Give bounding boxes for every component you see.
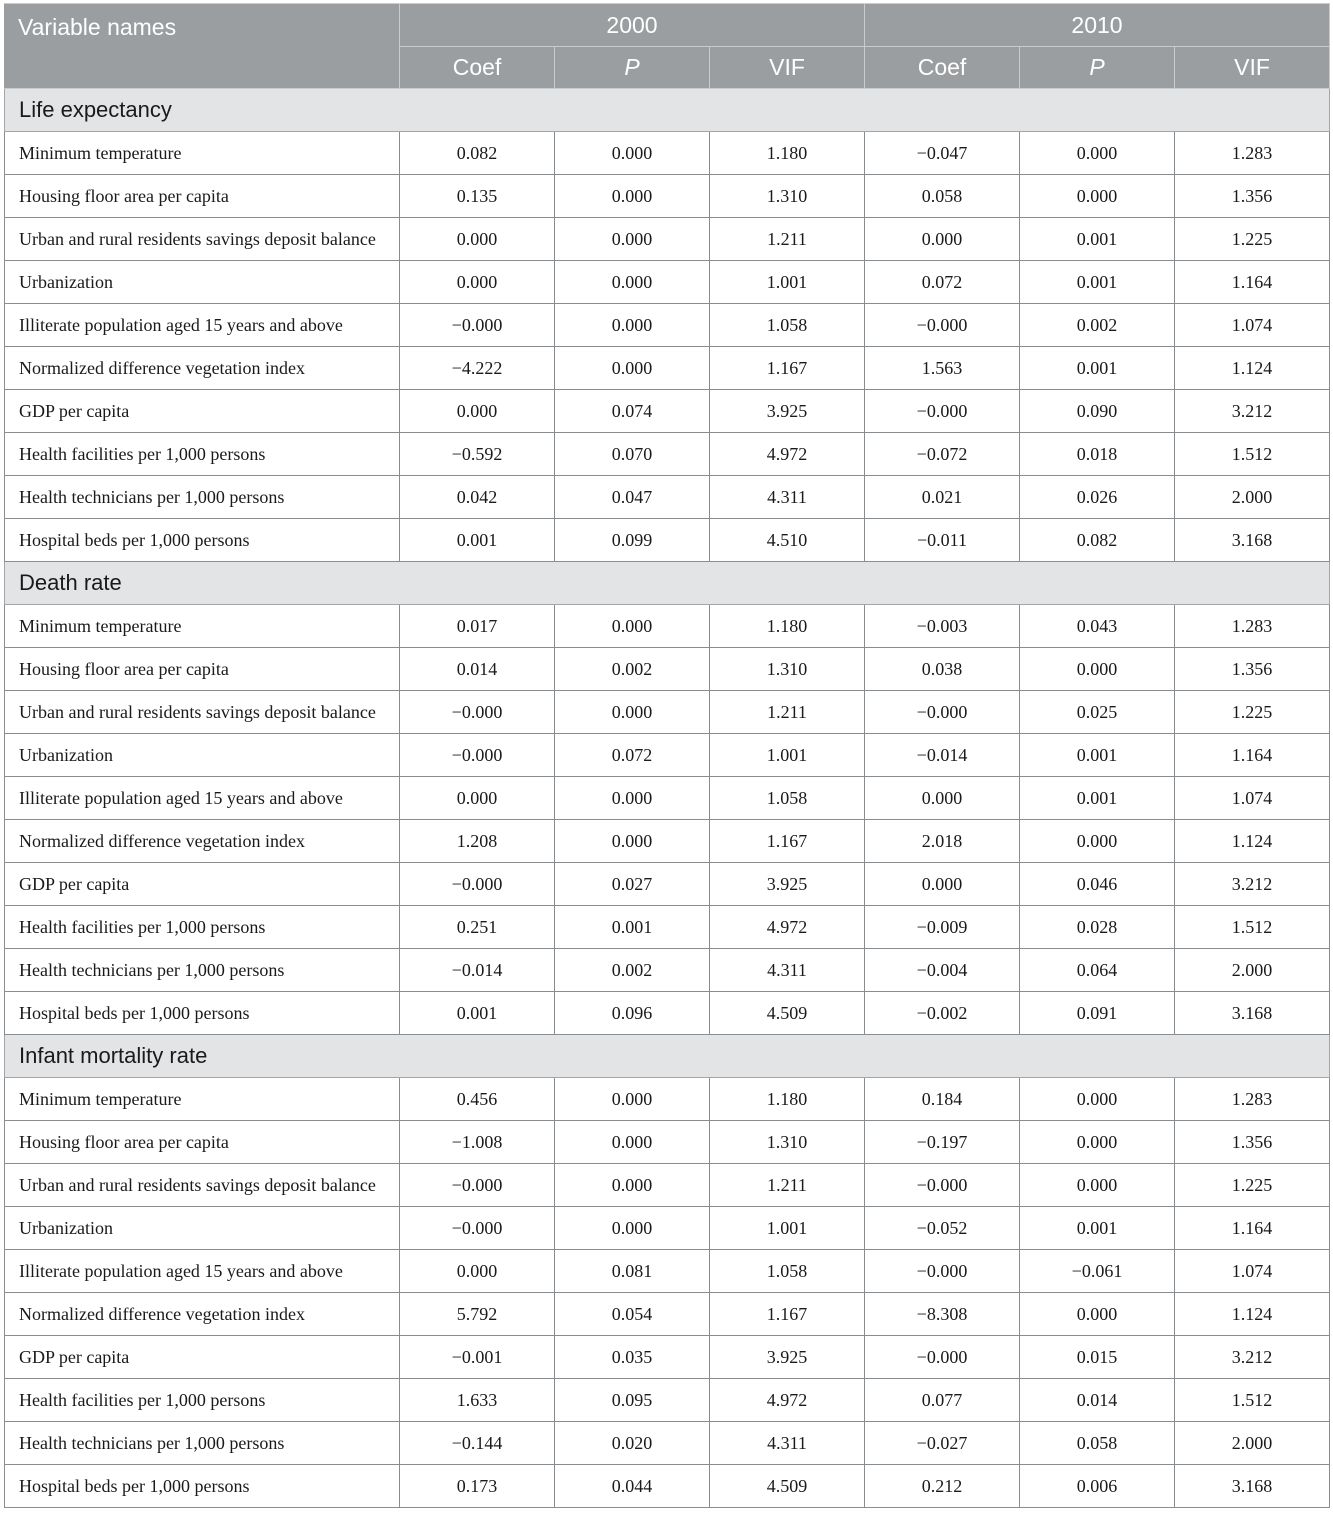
vif-2010-cell: 1.225: [1175, 691, 1330, 734]
p-2010-cell: 0.028: [1020, 906, 1175, 949]
p-2000-cell: 0.000: [555, 1078, 710, 1121]
p-2000-cell: 0.044: [555, 1465, 710, 1508]
variable-name-cell: Urban and rural residents savings deposit balance: [5, 1164, 400, 1207]
variable-name-cell: Housing floor area per capita: [5, 1121, 400, 1164]
table-row: [5, 734, 1330, 777]
coef-2010-cell: 2.018: [865, 820, 1020, 863]
coef-2000-cell: 0.000: [400, 1250, 555, 1293]
vif-2000-cell: 4.510: [710, 519, 865, 562]
p-2000-cell: 0.074: [555, 390, 710, 433]
coef-2000-cell: −0.001: [400, 1336, 555, 1379]
variable-name-cell: Normalized difference vegetation index: [5, 1293, 400, 1336]
vif-2000-cell: 1.211: [710, 218, 865, 261]
p-2000-cell: 0.000: [555, 304, 710, 347]
vif-2010-cell: 1.124: [1175, 1293, 1330, 1336]
coef-2010-cell: −0.000: [865, 304, 1020, 347]
p-2010-cell: 0.001: [1020, 347, 1175, 390]
variable-name-cell: Urban and rural residents savings deposit balance: [5, 218, 400, 261]
table-row: [5, 476, 1330, 519]
table-row: [5, 992, 1330, 1035]
vif-2010-cell: 1.225: [1175, 218, 1330, 261]
p-2000-cell: 0.096: [555, 992, 710, 1035]
table-row: [5, 777, 1330, 820]
coef-2010-cell: −0.000: [865, 691, 1020, 734]
p-2010-cell: 0.015: [1020, 1336, 1175, 1379]
coef-2010-cell: −0.011: [865, 519, 1020, 562]
coef-2000-cell: 0.000: [400, 218, 555, 261]
coef-2000-cell: 0.001: [400, 519, 555, 562]
coef-2010-cell: −0.052: [865, 1207, 1020, 1250]
coef-2000-cell: 0.001: [400, 992, 555, 1035]
vif-2000-cell: 1.211: [710, 691, 865, 734]
coef-2000-cell: 1.208: [400, 820, 555, 863]
coef-2000-cell: −0.000: [400, 734, 555, 777]
table-row: [5, 906, 1330, 949]
p-2000-cell: 0.002: [555, 648, 710, 691]
table-row: [5, 1250, 1330, 1293]
coef-2000-cell: −0.000: [400, 1164, 555, 1207]
table-header: [5, 4, 1330, 89]
p-2000-cell: 0.000: [555, 1164, 710, 1207]
section-title: Infant mortality rate: [5, 1035, 1330, 1078]
p-2010-cell: 0.025: [1020, 691, 1175, 734]
variable-name-cell: GDP per capita: [5, 390, 400, 433]
vif-2000-cell: 4.311: [710, 949, 865, 992]
section-header-row: [5, 89, 1330, 132]
coef-2000-cell: −0.000: [400, 691, 555, 734]
variable-name-cell: Urbanization: [5, 261, 400, 304]
p-2000-cell: 0.081: [555, 1250, 710, 1293]
coef-2010-cell: −0.000: [865, 390, 1020, 433]
vif-2010-cell: 1.164: [1175, 734, 1330, 777]
vif-2010-cell: 1.124: [1175, 347, 1330, 390]
coef-2000-cell: −0.144: [400, 1422, 555, 1465]
variable-name-cell: Minimum temperature: [5, 132, 400, 175]
variable-names-header: Variable names: [5, 4, 400, 89]
vif-2000-cell: 1.211: [710, 1164, 865, 1207]
vif-2010-cell: 1.512: [1175, 1379, 1330, 1422]
vif-2000-cell: 4.972: [710, 433, 865, 476]
vif-2000-cell: 1.058: [710, 1250, 865, 1293]
coef-2010-cell: −0.014: [865, 734, 1020, 777]
vif-2000-header: VIF: [710, 47, 865, 89]
table-row: [5, 347, 1330, 390]
vif-2010-cell: 3.168: [1175, 519, 1330, 562]
coef-2000-cell: 0.251: [400, 906, 555, 949]
p-2010-cell: 0.014: [1020, 1379, 1175, 1422]
table-row: [5, 1465, 1330, 1508]
coef-2010-cell: 0.058: [865, 175, 1020, 218]
variable-name-cell: Housing floor area per capita: [5, 648, 400, 691]
variable-name-cell: Hospital beds per 1,000 persons: [5, 519, 400, 562]
variable-name-cell: GDP per capita: [5, 863, 400, 906]
table-row: [5, 132, 1330, 175]
variable-name-cell: Urbanization: [5, 1207, 400, 1250]
coef-2010-header: Coef: [865, 47, 1020, 89]
p-2000-cell: 0.072: [555, 734, 710, 777]
coef-2010-cell: 0.038: [865, 648, 1020, 691]
table-row: [5, 605, 1330, 648]
vif-2010-cell: 1.283: [1175, 1078, 1330, 1121]
p-2000-cell: 0.000: [555, 820, 710, 863]
table-row: [5, 1164, 1330, 1207]
p-2010-cell: 0.000: [1020, 1121, 1175, 1164]
vif-2000-cell: 1.310: [710, 175, 865, 218]
p-2010-cell: 0.001: [1020, 261, 1175, 304]
vif-2010-cell: 1.074: [1175, 1250, 1330, 1293]
vif-2000-cell: 4.972: [710, 906, 865, 949]
coef-2000-cell: 0.000: [400, 261, 555, 304]
variable-name-cell: Normalized difference vegetation index: [5, 347, 400, 390]
coef-2000-cell: 0.173: [400, 1465, 555, 1508]
variable-name-cell: Health technicians per 1,000 persons: [5, 949, 400, 992]
variable-name-cell: Urban and rural residents savings deposit balance: [5, 691, 400, 734]
coef-2010-cell: −0.003: [865, 605, 1020, 648]
table-row: [5, 175, 1330, 218]
p-2000-cell: 0.020: [555, 1422, 710, 1465]
coef-2000-cell: −1.008: [400, 1121, 555, 1164]
vif-2010-cell: 2.000: [1175, 949, 1330, 992]
vif-2000-cell: 1.001: [710, 1207, 865, 1250]
coef-2000-cell: −0.000: [400, 304, 555, 347]
variable-name-cell: Hospital beds per 1,000 persons: [5, 992, 400, 1035]
vif-2000-cell: 4.509: [710, 992, 865, 1035]
vif-2010-cell: 1.074: [1175, 777, 1330, 820]
vif-2000-cell: 3.925: [710, 1336, 865, 1379]
coef-2000-cell: 5.792: [400, 1293, 555, 1336]
table-row: [5, 1422, 1330, 1465]
coef-2000-cell: 0.017: [400, 605, 555, 648]
vif-2010-header: VIF: [1175, 47, 1330, 89]
p-2010-cell: 0.091: [1020, 992, 1175, 1035]
vif-2010-cell: 2.000: [1175, 1422, 1330, 1465]
vif-2010-cell: 1.356: [1175, 648, 1330, 691]
coef-2010-cell: −0.009: [865, 906, 1020, 949]
vif-2000-cell: 1.310: [710, 1121, 865, 1164]
table-row: [5, 1121, 1330, 1164]
coef-2010-cell: −0.004: [865, 949, 1020, 992]
table-row: [5, 820, 1330, 863]
section-header-row: [5, 1035, 1330, 1078]
variable-name-cell: Health technicians per 1,000 persons: [5, 476, 400, 519]
variable-name-cell: Illiterate population aged 15 years and above: [5, 777, 400, 820]
table-row: [5, 519, 1330, 562]
p-2000-cell: 0.001: [555, 906, 710, 949]
coef-2010-cell: 0.072: [865, 261, 1020, 304]
vif-2010-cell: 3.168: [1175, 1465, 1330, 1508]
vif-2000-cell: 1.058: [710, 304, 865, 347]
table-row: [5, 1207, 1330, 1250]
table-row: [5, 390, 1330, 433]
table-row: [5, 218, 1330, 261]
coef-2010-cell: −0.027: [865, 1422, 1020, 1465]
p-2010-cell: 0.001: [1020, 777, 1175, 820]
vif-2000-cell: 4.311: [710, 1422, 865, 1465]
p-2000-cell: 0.027: [555, 863, 710, 906]
table-row: [5, 691, 1330, 734]
vif-2010-cell: 1.164: [1175, 261, 1330, 304]
p-2000-cell: 0.000: [555, 1121, 710, 1164]
p-2010-cell: 0.000: [1020, 1293, 1175, 1336]
p-2010-cell: 0.090: [1020, 390, 1175, 433]
coef-2000-cell: 0.042: [400, 476, 555, 519]
variable-name-cell: Illiterate population aged 15 years and above: [5, 304, 400, 347]
vif-2000-cell: 1.310: [710, 648, 865, 691]
coef-2010-cell: −0.000: [865, 1164, 1020, 1207]
section-title: Life expectancy: [5, 89, 1330, 132]
p-2010-cell: −0.061: [1020, 1250, 1175, 1293]
variable-name-cell: Housing floor area per capita: [5, 175, 400, 218]
coef-2000-cell: −0.000: [400, 1207, 555, 1250]
p-2010-cell: 0.043: [1020, 605, 1175, 648]
coef-2000-cell: 0.082: [400, 132, 555, 175]
vif-2000-cell: 1.167: [710, 347, 865, 390]
vif-2000-cell: 4.509: [710, 1465, 865, 1508]
coef-2000-cell: 0.000: [400, 777, 555, 820]
variable-name-cell: Health facilities per 1,000 persons: [5, 1379, 400, 1422]
p-2010-cell: 0.046: [1020, 863, 1175, 906]
variable-name-cell: Minimum temperature: [5, 1078, 400, 1121]
vif-2010-cell: 1.512: [1175, 433, 1330, 476]
header-row-years: [5, 4, 1330, 47]
coef-2000-cell: −0.592: [400, 433, 555, 476]
p-2000-cell: 0.000: [555, 691, 710, 734]
table-row: [5, 433, 1330, 476]
p-2010-cell: 0.001: [1020, 218, 1175, 261]
table-row: [5, 261, 1330, 304]
p-2000-cell: 0.095: [555, 1379, 710, 1422]
p-2000-cell: 0.000: [555, 261, 710, 304]
coef-2000-cell: 1.633: [400, 1379, 555, 1422]
vif-2010-cell: 2.000: [1175, 476, 1330, 519]
coef-2010-cell: −8.308: [865, 1293, 1020, 1336]
p-2000-cell: 0.099: [555, 519, 710, 562]
section-title: Death rate: [5, 562, 1330, 605]
variable-name-cell: Normalized difference vegetation index: [5, 820, 400, 863]
vif-2010-cell: 1.283: [1175, 605, 1330, 648]
vif-2010-cell: 1.356: [1175, 175, 1330, 218]
p-2000-cell: 0.000: [555, 1207, 710, 1250]
p-2000-cell: 0.000: [555, 175, 710, 218]
variable-name-cell: Hospital beds per 1,000 persons: [5, 1465, 400, 1508]
p-2010-cell: 0.000: [1020, 1164, 1175, 1207]
vif-2010-cell: 1.283: [1175, 132, 1330, 175]
table-row: [5, 304, 1330, 347]
coef-2000-cell: −0.014: [400, 949, 555, 992]
year-2010-header: 2010: [865, 4, 1330, 47]
coef-2000-cell: 0.456: [400, 1078, 555, 1121]
vif-2000-cell: 1.058: [710, 777, 865, 820]
variable-name-cell: Health facilities per 1,000 persons: [5, 433, 400, 476]
vif-2010-cell: 3.168: [1175, 992, 1330, 1035]
coef-2000-header: Coef: [400, 47, 555, 89]
coef-2010-cell: −0.197: [865, 1121, 1020, 1164]
coef-2010-cell: −0.072: [865, 433, 1020, 476]
vif-2010-cell: 1.512: [1175, 906, 1330, 949]
coef-2010-cell: 0.184: [865, 1078, 1020, 1121]
coef-2010-cell: 0.000: [865, 777, 1020, 820]
vif-2010-cell: 1.074: [1175, 304, 1330, 347]
vif-2010-cell: 3.212: [1175, 390, 1330, 433]
p-2010-cell: 0.058: [1020, 1422, 1175, 1465]
vif-2000-cell: 3.925: [710, 390, 865, 433]
table-row: [5, 1336, 1330, 1379]
vif-2000-cell: 1.180: [710, 132, 865, 175]
vif-2000-cell: 4.311: [710, 476, 865, 519]
p-2000-cell: 0.002: [555, 949, 710, 992]
p-2010-cell: 0.018: [1020, 433, 1175, 476]
p-2000-cell: 0.000: [555, 605, 710, 648]
coef-2010-cell: −0.000: [865, 1336, 1020, 1379]
p-2000-cell: 0.070: [555, 433, 710, 476]
vif-2010-cell: 1.164: [1175, 1207, 1330, 1250]
vif-2000-cell: 1.180: [710, 1078, 865, 1121]
coef-2000-cell: −0.000: [400, 863, 555, 906]
p-2000-cell: 0.000: [555, 132, 710, 175]
vif-2010-cell: 3.212: [1175, 1336, 1330, 1379]
p-2000-cell: 0.054: [555, 1293, 710, 1336]
p-2000-cell: 0.000: [555, 777, 710, 820]
vif-2000-cell: 1.001: [710, 734, 865, 777]
p-2010-cell: 0.026: [1020, 476, 1175, 519]
vif-2010-cell: 1.356: [1175, 1121, 1330, 1164]
coef-2000-cell: 0.135: [400, 175, 555, 218]
p-2000-cell: 0.035: [555, 1336, 710, 1379]
p-2010-header: P: [1020, 47, 1175, 89]
vif-2000-cell: 3.925: [710, 863, 865, 906]
table-body: [5, 89, 1330, 1508]
p-2010-cell: 0.000: [1020, 132, 1175, 175]
variable-name-cell: GDP per capita: [5, 1336, 400, 1379]
p-2010-cell: 0.000: [1020, 175, 1175, 218]
table-row: [5, 1078, 1330, 1121]
vif-2010-cell: 1.225: [1175, 1164, 1330, 1207]
coef-2000-cell: 0.014: [400, 648, 555, 691]
coef-2010-cell: −0.002: [865, 992, 1020, 1035]
table-row: [5, 949, 1330, 992]
p-2010-cell: 0.064: [1020, 949, 1175, 992]
vif-2000-cell: 4.972: [710, 1379, 865, 1422]
p-2000-cell: 0.000: [555, 347, 710, 390]
p-2000-header: P: [555, 47, 710, 89]
vif-2000-cell: 1.001: [710, 261, 865, 304]
p-2000-cell: 0.047: [555, 476, 710, 519]
p-2010-cell: 0.001: [1020, 734, 1175, 777]
coef-2000-cell: 0.000: [400, 390, 555, 433]
vif-2010-cell: 1.124: [1175, 820, 1330, 863]
vif-2000-cell: 1.180: [710, 605, 865, 648]
table-row: [5, 1379, 1330, 1422]
table-row: [5, 1293, 1330, 1336]
vif-2010-cell: 3.212: [1175, 863, 1330, 906]
variable-name-cell: Health technicians per 1,000 persons: [5, 1422, 400, 1465]
p-2010-cell: 0.002: [1020, 304, 1175, 347]
variable-name-cell: Urbanization: [5, 734, 400, 777]
vif-2000-cell: 1.167: [710, 820, 865, 863]
coef-2010-cell: 0.000: [865, 863, 1020, 906]
p-2010-cell: 0.006: [1020, 1465, 1175, 1508]
coef-2010-cell: 0.212: [865, 1465, 1020, 1508]
variable-name-cell: Health facilities per 1,000 persons: [5, 906, 400, 949]
coef-2010-cell: −0.047: [865, 132, 1020, 175]
p-2010-cell: 0.001: [1020, 1207, 1175, 1250]
year-2000-header: 2000: [400, 4, 865, 47]
table-row: [5, 648, 1330, 691]
p-2010-cell: 0.000: [1020, 1078, 1175, 1121]
coef-2010-cell: 0.077: [865, 1379, 1020, 1422]
regression-table: [4, 3, 1330, 1508]
section-header-row: [5, 562, 1330, 605]
coef-2000-cell: −4.222: [400, 347, 555, 390]
p-2010-cell: 0.082: [1020, 519, 1175, 562]
p-2010-cell: 0.000: [1020, 648, 1175, 691]
p-2000-cell: 0.000: [555, 218, 710, 261]
table-row: [5, 863, 1330, 906]
coef-2010-cell: 0.000: [865, 218, 1020, 261]
coef-2010-cell: −0.000: [865, 1250, 1020, 1293]
vif-2000-cell: 1.167: [710, 1293, 865, 1336]
variable-name-cell: Minimum temperature: [5, 605, 400, 648]
coef-2010-cell: 0.021: [865, 476, 1020, 519]
coef-2010-cell: 1.563: [865, 347, 1020, 390]
p-2010-cell: 0.000: [1020, 820, 1175, 863]
variable-name-cell: Illiterate population aged 15 years and above: [5, 1250, 400, 1293]
